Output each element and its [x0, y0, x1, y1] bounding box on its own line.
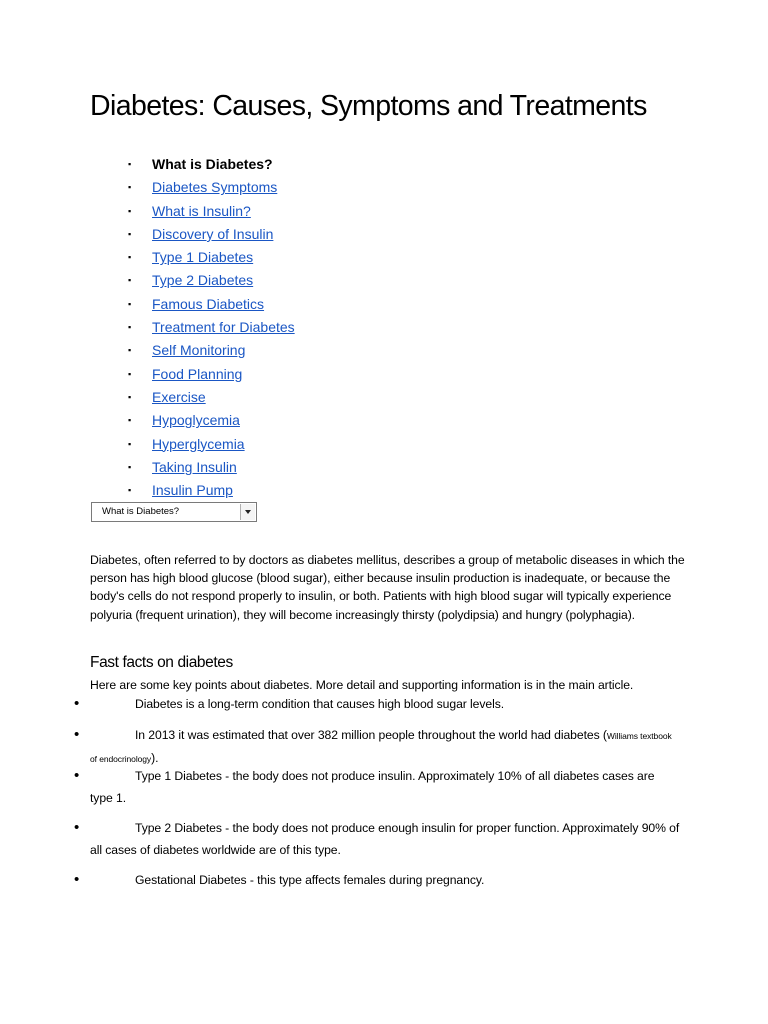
- round-bullet-icon: •: [74, 871, 80, 888]
- toc-link-exercise[interactable]: Exercise: [152, 388, 206, 405]
- fact-text: Type 2 Diabetes - the body does not produce enough insulin for proper function. Approximately 90% of all cases of diabetes worldwide are of this type.: [90, 821, 680, 857]
- toc-link-self-monitoring[interactable]: Self Monitoring: [152, 342, 246, 359]
- section-select-dropdown[interactable]: [91, 502, 257, 522]
- toc-item: [128, 479, 295, 502]
- toc-item: [128, 409, 295, 432]
- toc-link-food-planning[interactable]: Food Planning: [152, 365, 243, 382]
- section-select-value: What is Diabetes?: [102, 506, 180, 517]
- square-bullet-icon: ▪: [128, 391, 132, 402]
- square-bullet-icon: ▪: [128, 182, 132, 193]
- toc-item: [128, 223, 295, 246]
- toc-link-diabetes-symptoms[interactable]: Diabetes Symptoms: [152, 179, 278, 196]
- fact-text-suffix: ).: [151, 751, 159, 765]
- round-bullet-icon: •: [74, 767, 80, 784]
- round-bullet-icon: •: [74, 819, 80, 836]
- fast-facts-heading: Fast facts on diabetes: [90, 654, 233, 671]
- toc-link-discovery-of-insulin[interactable]: Discovery of Insulin: [152, 225, 274, 242]
- fact-text: Diabetes is a long-term condition that causes high blood sugar levels.: [135, 697, 505, 711]
- toc-item: [128, 386, 295, 409]
- square-bullet-icon: ▪: [128, 228, 132, 239]
- square-bullet-icon: ▪: [128, 461, 132, 472]
- toc-link-famous-diabetics[interactable]: Famous Diabetics: [152, 295, 265, 312]
- intro-paragraph: Diabetes, often referred to by doctors as diabetes mellitus, describes a group of metabolic diseases in which the person has high blood glucose (blood sugar), either because insulin production is inadequate, or because the body's cells do not respond properly to insulin, or both. Patients with high blood sugar will typically experience polyuria (frequent urination), they will become increasingly thirsty (polydipsia) and hungry (polyphagia).: [90, 553, 685, 622]
- fact-list-item: [74, 817, 680, 861]
- fast-facts-intro: Here are some key points about diabetes. More detail and supporting information is in the main article.: [90, 678, 634, 692]
- toc-link-what-is-insulin[interactable]: What is Insulin?: [152, 202, 251, 219]
- toc-link-hyperglycemia[interactable]: Hyperglycemia: [152, 435, 245, 452]
- round-bullet-icon: •: [74, 695, 80, 712]
- fact-citation: Williams textbook of endocrinology: [90, 731, 672, 764]
- toc-link-hypoglycemia[interactable]: Hypoglycemia: [152, 412, 240, 429]
- square-bullet-icon: ▪: [128, 485, 132, 496]
- toc-link-insulin-pump[interactable]: Insulin Pump: [152, 482, 233, 499]
- toc-item-current: [128, 153, 295, 176]
- fact-text: Type 1 Diabetes - the body does not produce insulin. Approximately 10% of all diabetes cases are type 1.: [90, 769, 655, 805]
- toc-item: [128, 433, 295, 456]
- square-bullet-icon: ▪: [128, 415, 132, 426]
- square-bullet-icon: ▪: [128, 438, 132, 449]
- round-bullet-icon: •: [74, 726, 80, 743]
- fact-list-item: [74, 765, 680, 809]
- square-bullet-icon: ▪: [128, 252, 132, 263]
- fact-list-item: [74, 869, 680, 891]
- square-bullet-icon: ▪: [128, 298, 132, 309]
- toc-link-treatment-for-diabetes[interactable]: Treatment for Diabetes: [152, 319, 295, 336]
- toc-item: [128, 363, 295, 386]
- toc-link-type-2-diabetes[interactable]: Type 2 Diabetes: [152, 272, 254, 289]
- square-bullet-icon: ▪: [128, 345, 132, 356]
- toc-item: [128, 316, 295, 339]
- square-bullet-icon: ▪: [128, 322, 132, 333]
- table-of-contents: [128, 153, 295, 502]
- fact-text: Gestational Diabetes - this type affects females during pregnancy.: [135, 873, 485, 887]
- toc-item: [128, 246, 295, 269]
- fact-list-item: [74, 693, 680, 715]
- toc-item: [128, 456, 295, 479]
- square-bullet-icon: ▪: [128, 159, 132, 169]
- chevron-down-icon[interactable]: [240, 504, 255, 520]
- page-title: Diabetes: Causes, Symptoms and Treatments: [90, 90, 647, 122]
- toc-item: [128, 200, 295, 223]
- toc-item: [128, 339, 295, 362]
- toc-link-taking-insulin[interactable]: Taking Insulin: [152, 458, 237, 475]
- square-bullet-icon: ▪: [128, 368, 132, 379]
- toc-item: [128, 176, 295, 199]
- toc-item: [128, 293, 295, 316]
- square-bullet-icon: ▪: [128, 205, 132, 216]
- toc-item: [128, 269, 295, 292]
- square-bullet-icon: ▪: [128, 275, 132, 286]
- toc-current-label: What is Diabetes?: [152, 156, 273, 172]
- toc-link-type-1-diabetes[interactable]: Type 1 Diabetes: [152, 249, 254, 266]
- fact-text: In 2013 it was estimated that over 382 million people throughout the world had diabetes (: [135, 728, 607, 742]
- fact-list-item: [74, 724, 680, 770]
